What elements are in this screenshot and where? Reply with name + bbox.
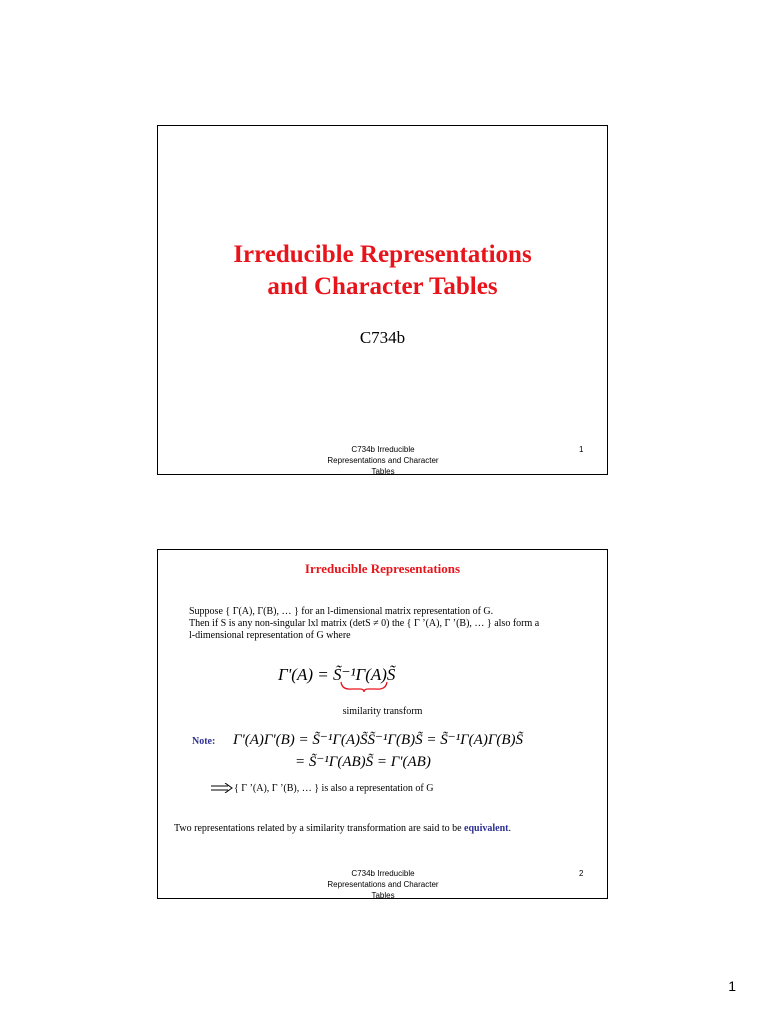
slide-title: Irreducible Representations bbox=[304, 561, 461, 576]
paragraph-line: l-dimensional representation of G where bbox=[189, 630, 351, 641]
conclusion-text bbox=[174, 823, 511, 834]
footer-line: Representations and Character bbox=[327, 880, 439, 889]
paragraph-line: Then if S is any non-singular lxl matrix (detS ≠ 0) the { Γ ’(A), Γ ’(B), … } also form a bbox=[189, 618, 540, 629]
footer-title bbox=[318, 444, 448, 477]
similarity-equation: Γ'(A) = S̃⁻¹Γ(A)S̃ bbox=[278, 665, 396, 684]
slide-2 bbox=[157, 549, 608, 899]
slide-number: 2 bbox=[579, 869, 584, 878]
underbrace-icon bbox=[340, 681, 388, 693]
implies-arrow-icon bbox=[211, 783, 233, 793]
footer-line: C734b Irreducible bbox=[351, 869, 415, 878]
footer-line: Tables bbox=[371, 467, 395, 476]
title-line-2: and Character Tables bbox=[267, 273, 498, 300]
title-line-1: Irreducible Representations bbox=[233, 241, 532, 268]
slide-1 bbox=[157, 125, 608, 475]
footer-line: C734b Irreducible bbox=[351, 445, 415, 454]
conclusion-end: . bbox=[508, 823, 511, 834]
footer-line: Tables bbox=[371, 891, 395, 900]
note-label: Note: bbox=[192, 736, 216, 747]
note-equation-line-1: Γ'(A)Γ'(B) = S̃⁻¹Γ(A)S̃S̃⁻¹Γ(B)S̃ = S̃⁻¹Γ(A)Γ(B)S̃ bbox=[233, 732, 524, 748]
slide-number: 1 bbox=[579, 445, 584, 454]
note-equation-line-2: = S̃⁻¹Γ(AB)S̃ = Γ'(AB) bbox=[295, 754, 431, 770]
slide-title bbox=[158, 239, 607, 303]
conclusion-emphasis: equivalent bbox=[464, 823, 509, 834]
intro-paragraph bbox=[189, 606, 599, 642]
paragraph-line: Suppose { Γ(A), Γ(B), … } for an l-dimensional matrix representation of G. bbox=[189, 606, 494, 617]
conclusion-main: Two representations related by a similarity transformation are said to be bbox=[174, 823, 462, 834]
similarity-label: similarity transform bbox=[342, 706, 423, 717]
page-number: 1 bbox=[728, 978, 736, 994]
implies-text: { Γ ’(A), Γ ’(B), … } is also a representation of G bbox=[234, 783, 434, 794]
slide-subtitle: C734b bbox=[359, 328, 406, 347]
footer-line: Representations and Character bbox=[327, 456, 439, 465]
footer-title bbox=[318, 868, 448, 901]
